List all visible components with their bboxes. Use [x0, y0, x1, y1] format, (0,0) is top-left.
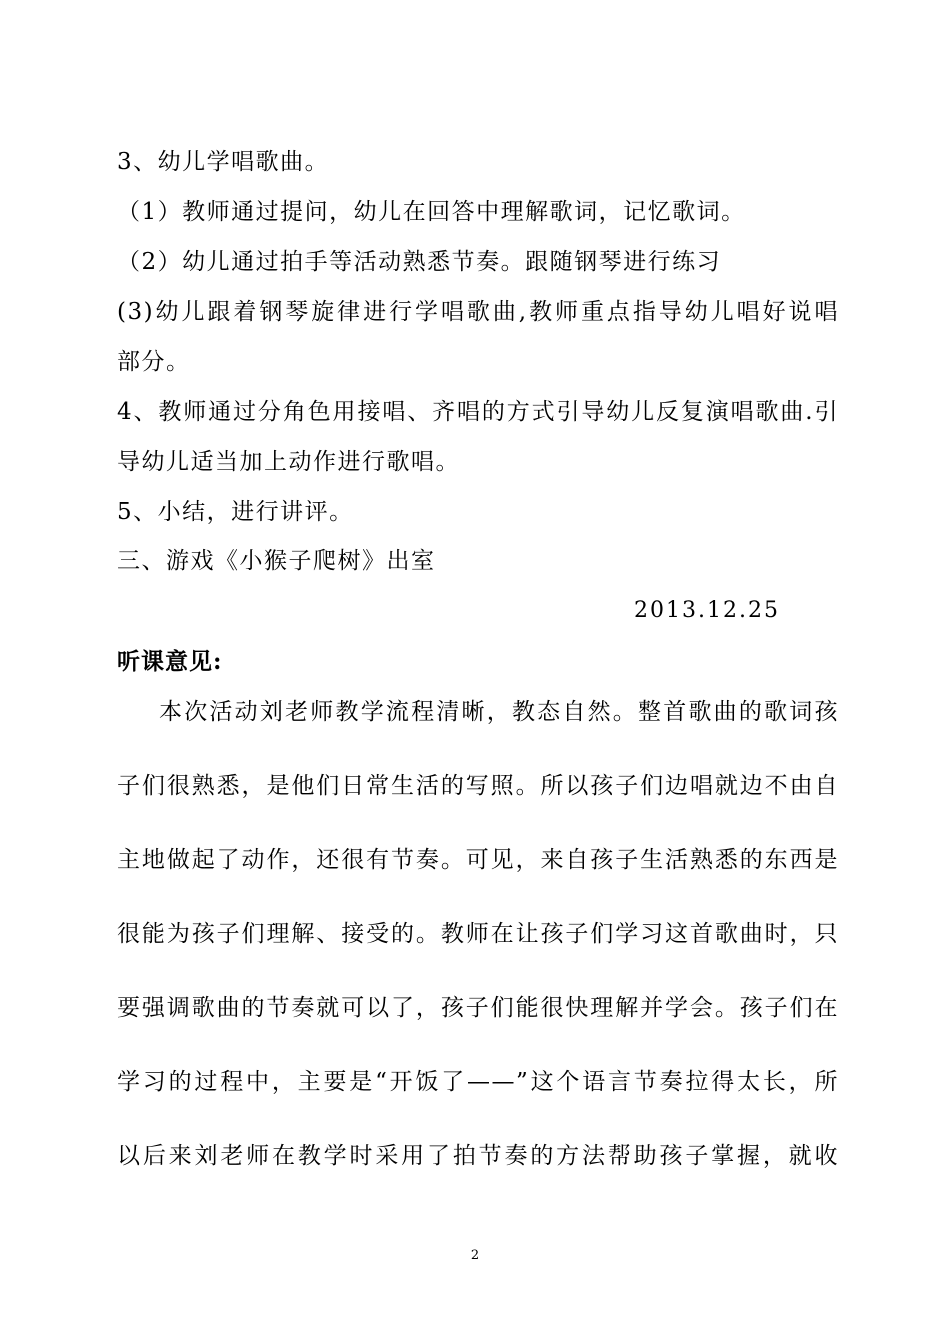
review-line-3: 主地做起了动作，还很有节奏。可见，来自孩子生活熟悉的东西是	[117, 847, 839, 873]
step-4-line-2: 导幼儿适当加上动作进行歌唱。	[117, 449, 460, 475]
review-line-4: 很能为孩子们理解、接受的。教师在让孩子们学习这首歌曲时，只	[117, 921, 839, 947]
substep-1-text: （1）教师通过提问，幼儿在回答中理解歌词，记忆歌词。	[117, 199, 746, 225]
review-line-6: 学习的过程中，主要是“开饭了——”这个语言节奏拉得太长，所	[117, 1069, 839, 1095]
step-5-text: 5、小结，进行讲评。	[117, 499, 354, 525]
substep-3-line-2: 部分。	[117, 349, 191, 375]
review-line-7: 以后来刘老师在教学时采用了拍节奏的方法帮助孩子掌握，就收	[117, 1143, 839, 1169]
document-date: 2013.12.25	[634, 598, 780, 623]
review-line-2: 子们很熟悉，是他们日常生活的写照。所以孩子们边唱就边不由自	[117, 773, 839, 799]
substep-2-text: （2）幼儿通过拍手等活动熟悉节奏。跟随钢琴进行练习	[117, 249, 722, 275]
review-heading: 听课意见:	[117, 648, 223, 675]
page-number: 2	[470, 1248, 480, 1263]
section-3-text: 三、游戏《小猴子爬树》出室	[117, 548, 436, 574]
substep-3-line-1: (3)幼儿跟着钢琴旋律进行学唱歌曲,教师重点指导幼儿唱好说唱	[117, 299, 839, 325]
step-3-text: 3、幼儿学唱歌曲。	[117, 149, 330, 175]
review-line-1: 本次活动刘老师教学流程清晰，教态自然。整首歌曲的歌词孩	[159, 699, 839, 725]
review-line-5: 要强调歌曲的节奏就可以了，孩子们能很快理解并学会。孩子们在	[117, 995, 839, 1021]
step-4-line-1: 4、教师通过分角色用接唱、齐唱的方式引导幼儿反复演唱歌曲.引	[117, 399, 839, 425]
